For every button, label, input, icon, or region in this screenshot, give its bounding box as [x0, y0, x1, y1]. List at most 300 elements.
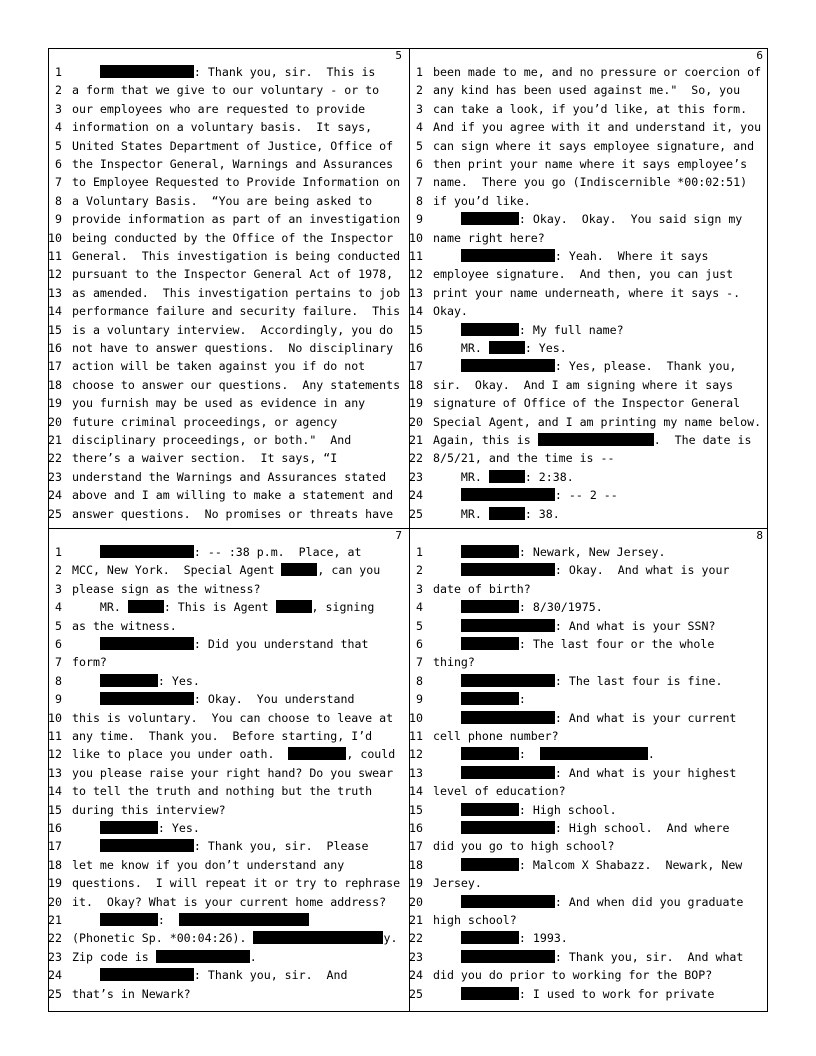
text-segment: : The last four or the whole: [518, 637, 715, 651]
text-segment: [433, 803, 461, 817]
line-text: [72, 468, 386, 486]
text-segment: : And what is your current: [554, 710, 737, 725]
line-text: [72, 137, 393, 155]
line-number: 9: [55, 692, 62, 707]
line-number: 22: [409, 451, 423, 466]
text-segment: been made to me, and no pressure or coercion of: [433, 65, 762, 79]
text-segment: : Yes.: [157, 673, 200, 688]
text-segment: [72, 545, 100, 559]
line-text: [433, 431, 751, 449]
line-text: [433, 376, 733, 394]
line-number: 16: [48, 821, 62, 835]
line-text: [72, 874, 400, 892]
text-segment: [433, 931, 461, 945]
line-text: [433, 709, 736, 727]
transcript-line: [409, 505, 769, 523]
transcript-line: [409, 948, 769, 966]
line-text: [72, 155, 393, 173]
line-text: [433, 486, 618, 504]
line-text: [72, 339, 393, 357]
text-segment: : Newark, New Jersey.: [518, 545, 666, 559]
line-text: [72, 486, 393, 504]
line-number: 7: [416, 175, 423, 190]
line-text: [433, 265, 733, 283]
line-number: 3: [416, 581, 423, 596]
line-text: [72, 561, 380, 579]
transcript-line: [48, 210, 408, 228]
line-number: 25: [48, 986, 62, 1001]
line-text: [433, 598, 603, 616]
text-segment: did you do prior to working for the BOP?: [433, 968, 713, 983]
line-text: [72, 265, 393, 283]
text-segment: a Voluntary Basis. “You are being asked to: [72, 193, 373, 208]
line-number: 16: [409, 821, 423, 835]
redaction-block: [461, 545, 519, 558]
transcript-line: [409, 764, 769, 782]
page-number: 7: [395, 529, 402, 542]
line-text: [433, 856, 742, 874]
line-number: 16: [48, 341, 62, 355]
text-segment: is a voluntary interview. Accordingly, you do: [72, 322, 394, 337]
line-text: [72, 801, 226, 819]
text-segment: [433, 545, 461, 559]
transcript-line: [48, 635, 408, 653]
line-number: 4: [416, 120, 423, 135]
line-text: [72, 302, 400, 320]
redaction-block: [276, 600, 312, 613]
text-segment: to tell the truth and nothing but the truth: [72, 784, 373, 799]
redaction-block: [461, 803, 519, 816]
redaction-block: [179, 913, 309, 926]
text-segment: [433, 821, 461, 835]
line-number: 1: [416, 545, 423, 559]
line-number: 15: [409, 802, 423, 817]
line-text: [433, 155, 747, 173]
line-number: 9: [55, 212, 62, 227]
redaction-block: [128, 600, 164, 613]
text-segment: sir. Okay. And I am signing where it says: [433, 377, 734, 392]
text-segment: : 8/30/1975.: [518, 600, 603, 615]
transcript-line: [48, 653, 408, 671]
text-segment: United States Department of Justice, Office of: [72, 138, 394, 153]
text-segment: [72, 692, 100, 706]
transcript-line: [409, 966, 769, 984]
line-number: 3: [55, 581, 62, 596]
transcript-line: [48, 819, 408, 837]
line-number: 13: [409, 765, 423, 780]
line-text: [72, 727, 372, 745]
text-segment: action will be taken against you if do not: [72, 359, 366, 374]
text-segment: : -- 2 --: [554, 488, 618, 503]
line-text: [72, 431, 351, 449]
text-segment: you furnish may be used as evidence in any: [72, 396, 366, 411]
transcript-line: [48, 486, 408, 504]
line-text: [72, 63, 375, 81]
transcript-line: [409, 413, 769, 431]
line-text: [433, 302, 468, 320]
line-text: [433, 837, 614, 855]
text-segment: Again, this is: [433, 433, 538, 447]
transcript-line: [409, 210, 769, 228]
text-segment: .: [249, 949, 257, 964]
text-segment: [72, 839, 100, 853]
line-number: 19: [409, 396, 423, 411]
transcript-line: [409, 247, 769, 265]
text-segment: questions. I will repeat it or try to rephrase: [72, 876, 401, 891]
line-number: 17: [409, 359, 423, 374]
line-text: [433, 985, 714, 1003]
redaction-block: [100, 692, 194, 705]
transcript-line: [409, 543, 769, 561]
text-segment: [72, 821, 100, 835]
line-number: 10: [48, 230, 62, 245]
line-text: [433, 893, 743, 911]
line-number: 8: [416, 193, 423, 208]
line-text: [72, 81, 379, 99]
line-number: 10: [48, 710, 62, 725]
line-text: [72, 357, 365, 375]
line-number: 6: [416, 637, 423, 651]
text-segment: : High school.: [518, 802, 617, 817]
line-text: [72, 709, 393, 727]
line-text: [72, 580, 260, 598]
line-number: 5: [55, 138, 62, 153]
line-number: 19: [409, 876, 423, 891]
transcript-line: [48, 173, 408, 191]
line-text: [433, 81, 740, 99]
transcript-line: [48, 617, 408, 635]
line-text: [433, 543, 666, 561]
line-number: 4: [55, 600, 62, 615]
line-number: 1: [55, 545, 62, 559]
transcript-page-5: [48, 48, 408, 528]
text-segment: [72, 913, 100, 927]
transcript-line: [409, 929, 769, 947]
text-segment: [433, 766, 461, 780]
line-text: [433, 449, 614, 467]
transcript-line: [48, 229, 408, 247]
line-number: 19: [48, 876, 62, 891]
line-text: [433, 468, 574, 486]
transcript-line: [409, 985, 769, 1003]
transcript-line: [48, 413, 408, 431]
transcript-line: [48, 357, 408, 375]
line-number: 4: [55, 120, 62, 135]
text-segment: [433, 858, 461, 872]
text-segment: [433, 950, 461, 964]
transcript-line: [409, 653, 769, 671]
line-text: [433, 505, 560, 523]
line-text: [433, 727, 559, 745]
transcript-page-6: [409, 48, 769, 528]
line-number: 6: [416, 157, 423, 171]
transcript-line: [409, 137, 769, 155]
transcript-line: [48, 100, 408, 118]
transcript-line: [48, 948, 408, 966]
line-text: [433, 966, 712, 984]
transcript-line: [48, 449, 408, 467]
redaction-block: [461, 931, 519, 944]
text-segment: : Okay. Okay. You said sign my: [518, 212, 743, 227]
line-number: 25: [409, 986, 423, 1001]
line-text: [72, 210, 400, 228]
line-text: [433, 173, 747, 191]
text-segment: [433, 488, 461, 502]
line-number: 14: [409, 784, 423, 799]
text-segment: MR.: [433, 469, 489, 484]
transcript-line: [48, 745, 408, 763]
line-number: 13: [48, 765, 62, 780]
line-text: [72, 856, 344, 874]
line-text: [72, 173, 400, 191]
redaction-block: [461, 323, 519, 336]
line-text: [433, 137, 754, 155]
text-segment: : 38.: [524, 506, 560, 521]
line-number: 18: [48, 857, 62, 872]
line-number: 4: [416, 600, 423, 615]
text-segment: : Yes.: [157, 821, 200, 835]
text-segment: , could: [346, 747, 396, 762]
line-number: 23: [409, 469, 423, 484]
page-number: 8: [756, 529, 763, 542]
transcript-line: [48, 339, 408, 357]
transcript-line: [48, 782, 408, 800]
text-segment: signature of Office of the Inspector General: [433, 396, 741, 411]
line-number: 20: [409, 894, 423, 909]
text-segment: future criminal proceedings, or agency: [72, 414, 338, 429]
line-number: 1: [55, 65, 62, 79]
redaction-block: [461, 950, 555, 963]
transcript-line: [48, 284, 408, 302]
text-segment: : I used to work for private: [518, 986, 715, 1001]
line-number: 15: [48, 802, 62, 817]
line-text: [72, 376, 400, 394]
transcript-line: [409, 357, 769, 375]
redaction-block: [461, 488, 555, 501]
text-segment: can take a look, if you’d like, at this form.: [433, 101, 748, 116]
redaction-block: [100, 674, 158, 687]
text-segment: : Okay. You understand: [193, 692, 355, 707]
redaction-block: [461, 674, 555, 687]
text-segment: : My full name?: [518, 322, 624, 337]
line-text: [72, 617, 177, 635]
text-segment: performance failure and security failure. This: [72, 304, 401, 319]
text-segment: cell phone number?: [433, 729, 559, 743]
redaction-block: [461, 821, 555, 834]
line-number: 14: [48, 304, 62, 319]
transcript-line: [48, 985, 408, 1003]
line-text: [433, 635, 714, 653]
line-number: 19: [48, 396, 62, 411]
line-text: [433, 192, 531, 210]
text-segment: name. There you go (Indiscernible *00:02:51): [433, 175, 748, 190]
transcript-line: [48, 155, 408, 173]
transcript-line: [409, 856, 769, 874]
text-segment: : Yeah. Where it says: [554, 249, 709, 263]
redaction-block: [288, 747, 346, 760]
line-text: [433, 782, 566, 800]
line-number: 23: [48, 949, 62, 964]
transcript-line: [409, 874, 769, 892]
text-segment: : Thank you, sir. This is: [193, 65, 376, 79]
line-number: 24: [48, 488, 62, 503]
line-text: [433, 672, 722, 690]
line-number: 22: [409, 931, 423, 946]
text-segment: you please raise your right hand? Do you swear: [72, 765, 394, 780]
line-number: 18: [409, 857, 423, 872]
text-segment: [433, 692, 461, 706]
page-number: 6: [756, 49, 763, 62]
line-number: 10: [409, 230, 423, 245]
line-number: 7: [55, 655, 62, 670]
redaction-block: [100, 637, 194, 650]
text-segment: : -- :38 p.m. Place, at: [193, 545, 362, 559]
redaction-block: [461, 600, 519, 613]
text-segment: : Did you understand that: [193, 637, 369, 651]
text-segment: a form that we give to our voluntary - or to: [72, 83, 380, 98]
line-number: 21: [48, 433, 62, 447]
line-number: 2: [55, 83, 62, 98]
line-number: 20: [48, 414, 62, 429]
line-number: 2: [55, 563, 62, 578]
line-number: 25: [409, 506, 423, 521]
line-number: 16: [409, 341, 423, 355]
text-segment: : Malcom X Shabazz. Newark, New: [518, 857, 743, 872]
redaction-block: [253, 931, 383, 944]
text-segment: pursuant to the Inspector General Act of 1978,: [72, 267, 394, 282]
line-text: [433, 929, 568, 947]
redaction-block: [461, 692, 519, 705]
line-number: 11: [48, 249, 62, 263]
line-number: 6: [55, 637, 62, 651]
line-number: 3: [55, 101, 62, 116]
text-segment: : This is Agent: [163, 600, 276, 615]
line-text: [72, 690, 354, 708]
text-segment: any time. Thank you. Before starting, I’d: [72, 729, 373, 743]
transcript-line: [409, 339, 769, 357]
line-text: [433, 394, 740, 412]
line-number: 18: [48, 377, 62, 392]
text-segment: [433, 563, 461, 577]
text-segment: : The last four is fine.: [554, 673, 723, 688]
line-text: [72, 635, 368, 653]
transcript-line: [409, 100, 769, 118]
page-number: 5: [395, 49, 402, 62]
line-number: 24: [409, 968, 423, 983]
transcript-line: [409, 229, 769, 247]
redaction-block: [461, 766, 555, 779]
transcript-line: [409, 690, 769, 708]
text-segment: then print your name where it says employee’s: [433, 157, 748, 171]
line-number: 8: [416, 673, 423, 688]
redaction-block: [461, 711, 555, 724]
text-segment: (Phonetic Sp. *00:04:26).: [72, 931, 254, 946]
transcript-line: [48, 727, 408, 745]
transcript-line: [48, 265, 408, 283]
line-number: 21: [409, 913, 423, 927]
text-segment: understand the Warnings and Assurances stated: [72, 469, 387, 484]
line-text: [433, 801, 617, 819]
transcript-page-8: [409, 528, 769, 1008]
transcript-line: [48, 856, 408, 874]
redaction-block: [489, 507, 525, 520]
line-text: [72, 598, 374, 616]
text-segment: Okay.: [433, 304, 468, 319]
line-text: [433, 911, 517, 929]
transcript-line: [48, 468, 408, 486]
transcript-line: [409, 745, 769, 763]
text-segment: date of birth?: [433, 581, 531, 596]
line-number: 2: [416, 563, 423, 578]
transcript-line: [409, 580, 769, 598]
text-segment: 8/5/21, and the time is --: [433, 451, 615, 466]
line-number: 12: [48, 267, 62, 282]
line-number: 7: [416, 655, 423, 670]
transcript-line: [48, 929, 408, 947]
text-segment: any kind has been used against me." So, you: [433, 83, 741, 98]
transcript-line: [48, 505, 408, 523]
text-segment: form?: [72, 655, 107, 670]
transcript-line: [409, 911, 769, 929]
line-text: [433, 357, 736, 375]
text-segment: please sign as the witness?: [72, 581, 261, 596]
line-text: [433, 745, 655, 763]
line-number: 17: [48, 359, 62, 374]
line-number: 12: [48, 747, 62, 762]
line-text: [72, 653, 107, 671]
line-text: [72, 229, 393, 247]
transcript-line: [409, 118, 769, 136]
transcript-line: [409, 486, 769, 504]
text-segment: :: [518, 747, 540, 762]
text-segment: : Thank you, sir. And what: [554, 949, 744, 964]
redaction-block: [281, 563, 317, 576]
line-number: 5: [416, 138, 423, 153]
text-segment: [433, 359, 461, 373]
line-number: 11: [409, 249, 423, 263]
transcript-line: [48, 192, 408, 210]
redaction-block: [461, 212, 519, 225]
text-segment: level of education?: [433, 784, 566, 799]
line-number: 12: [409, 747, 423, 762]
transcript-line: [48, 376, 408, 394]
line-number: 18: [409, 377, 423, 392]
text-segment: as amended. This investigation pertains to job: [72, 285, 401, 300]
transcript-line: [409, 321, 769, 339]
line-text: [72, 449, 337, 467]
transcript-line: [48, 764, 408, 782]
redaction-block: [489, 470, 525, 483]
transcript-line: [48, 580, 408, 598]
transcript-line: [48, 874, 408, 892]
text-segment: : 2:38.: [524, 469, 574, 484]
line-text: [433, 118, 761, 136]
redaction-block: [100, 839, 194, 852]
redaction-block: [461, 637, 519, 650]
transcript-line: [48, 837, 408, 855]
line-text: [72, 911, 309, 929]
line-text: [433, 210, 742, 228]
line-number: 5: [416, 618, 423, 633]
redaction-block: [461, 619, 555, 632]
line-number: 13: [48, 285, 62, 300]
line-number: 25: [48, 506, 62, 521]
transcript-line: [409, 782, 769, 800]
text-segment: [433, 212, 461, 226]
text-segment: MR.: [72, 600, 128, 615]
text-segment: provide information as part of an investigation: [72, 212, 401, 227]
line-text: [72, 819, 200, 837]
